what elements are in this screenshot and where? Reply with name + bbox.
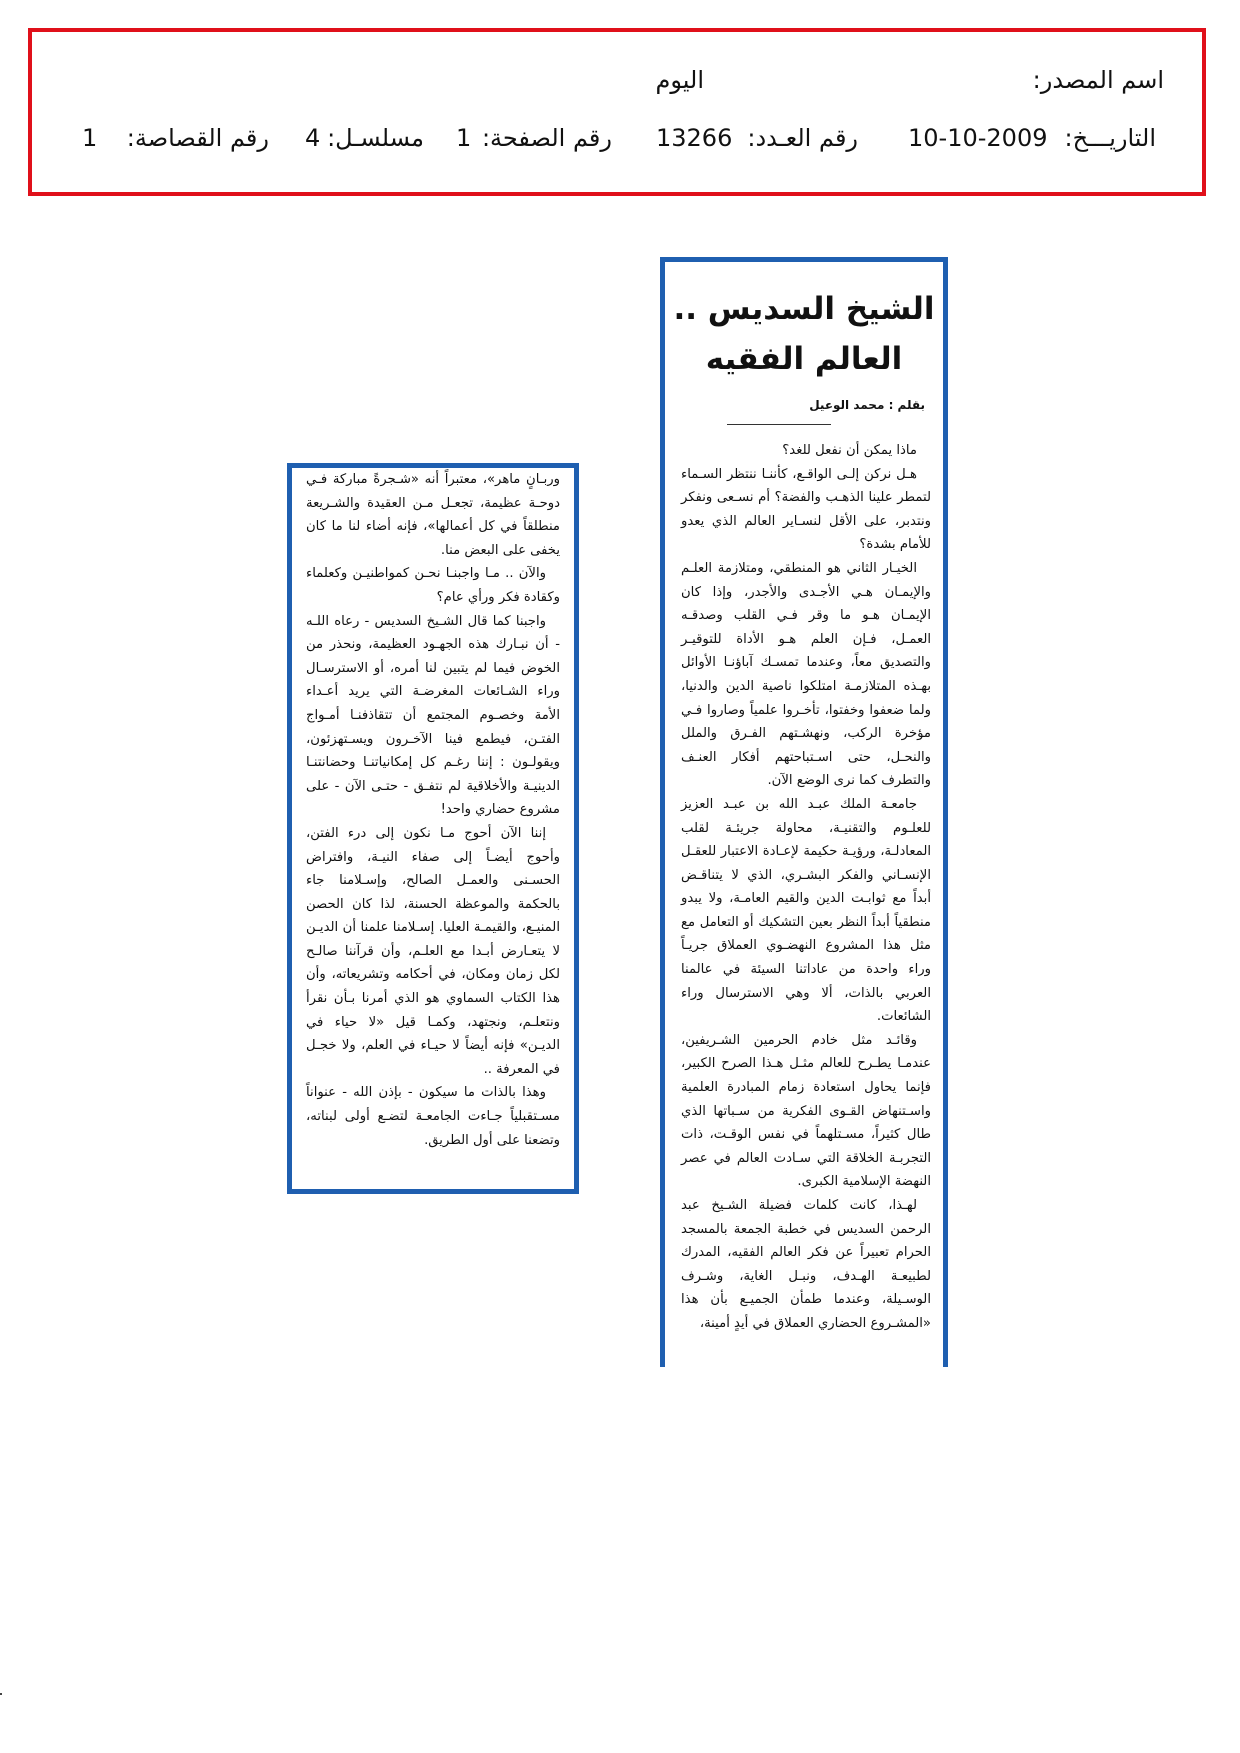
article-body-column-2: [306, 468, 560, 1152]
article-byline: بقلم : محمد الوعيل: [809, 398, 925, 412]
issue-number-value: 13266: [656, 124, 733, 152]
clipping-number-label: رقم القصاصة:: [126, 124, 269, 152]
source-label: اسم المصدر:: [1032, 66, 1164, 94]
article-title: [665, 284, 943, 384]
serial-label: مسلسـل:: [327, 124, 424, 152]
paragraph: والآن .. مـا واجبنـا نحـن كمواطنيـن وكعلماء وكقادة فكر ورأي عام؟: [306, 566, 560, 605]
paragraph: إننا الآن أحوج مـا نكون إلى درء الفتن، وأحوج أيضـاً إلى صفاء النيـة، وافتراض الحسـنى والعمـل الصالح، وإسـلامنا جاء بالحكمة والموعظة الحسنة، لذا كان الحصن المنيـع، والقيمـة العليا. إسـلامنا علمنا أن الديـن لا يتعـارض أبـدا مع العلـم، وأن قرآننا صالـح لكل زمان ومكان، في أحكامه وتشريعاته، وأن هذا الكتاب السماوي هو الذي أمرنا بـأن نقرأ ونتعلـم، ونجتهد، وكمـا قيل «لا حياء في الديـن» فإنه أيضاً لا حيـاء في العلم، ولا خجـل في المعرفة ..: [306, 825, 560, 1077]
issue-number-label: رقم العـدد:: [747, 124, 858, 152]
article-column-left: [287, 463, 579, 1194]
paragraph: جامعـة الملك عبـد الله بن عبـد العزيز للعلـوم والتقنيـة، محاولة جريئـة لقلب المعادلـة، ورؤيـة حكيمة لإعـادة الاعتبار للعقـل الإنسـاني والفكر البشـري، الذي لا يتناقـض أبداً مع ثوابـت الدين والقيم العامـة، ولا يبدو منطقياً أبداً النظر بعين التشكيك أو التعامل مع مثل هذا المشروع النهضـوي العملاق جريـاً وراء واحدة من عاداتنا السيئة في عالمنا العربي بالذات، ألا وهي الاسترسال وراء الشائعات.: [681, 796, 931, 1025]
page-number-label: رقم الصفحة:: [481, 124, 612, 152]
date-label: التاريـــخ:: [1064, 124, 1156, 152]
paragraph: الخيـار الثاني هو المنطقي، ومتلازمة العلـم والإيمـان هـي الأجـدى والأجدر، وإذا كان الإيمـان هـو ما وقر فـي القلب وصدقـه العمـل، فـإن العلم هـو الأداة للتوقيـر والتصديق معاً، وعندما تمسـك آباؤنـا الأوائل بهـذه المتلازمـة امتلكوا ناصية الدين والدنيا، ولما ضعفوا وخفتوا، تأخـروا علمياً وصاروا فـي مؤخرة الركب، ونهشـتهم الفـرق والملل والنحـل، حتى اسـتباحتهم أفكار العنـف والتطرف كما نرى الوضع الآن.: [681, 560, 931, 789]
article-body-column-1: [681, 439, 931, 1336]
paragraph: هـل نركن إلـى الواقـع، كأننـا ننتظر السـماء لتمطر علينا الذهـب والفضة؟ أم نسـعى ونفكر ونتدبر، على الأقل لنسـاير العالم الذي يعدو للأمام بشدة؟: [681, 466, 931, 553]
paragraph: وربـانٍ ماهر»، معتبراً أنه «شـجرةً مباركة فـي دوحـة عظيمة، تجعـل مـن العقيدة والشـريعة منطلقاً في كل أعمالها»، فإنه أضاء لنا ما كان يخفى على البعض منا.: [306, 472, 560, 558]
paragraph: ماذا يمكن أن نفعل للغد؟: [782, 443, 917, 458]
article-title-line-1: الشيخ السديس ..: [673, 291, 935, 327]
paragraph: وهذا بالذات ما سيكون - بإذن الله - عنواناً مسـتقبلياً جـاءت الجامعـة لتضـع أولى لبناته، وتضعنا على أول الطريق.: [306, 1085, 560, 1148]
article-column-right: [660, 257, 948, 1367]
scan-speck: [0, 1693, 2, 1695]
byline-divider: [727, 424, 831, 425]
page-number-value: 1: [456, 124, 472, 152]
paragraph: لهـذا، كانت كلمات فضيلة الشـيخ عبد الرحمن السديس في خطبة الجمعة بالمسجد الحرام تعبيراً عن فكر العالم الفقيه، المدرك لطبيعـة الهـدف، ونبـل الغاية، وشـرف الوسـيلة، وعندما طمأن الجميـع بأن هذا «المشـروع الحضاري العملاق في أيدٍ أمينة،: [681, 1198, 931, 1331]
clipping-info-header: [28, 28, 1206, 196]
date-value: 10-10-2009: [908, 124, 1048, 152]
clipping-number-value: 1: [82, 124, 98, 152]
paragraph: وقائـد مثل خادم الحرمين الشـريفين، عندمـا يطـرح للعالم مثـل هـذا الصرح الكبير، فإنما يحاول استعادة زمام المبادرة العلمية واسـتنهاض القـوى الفكرية من سـباتها الذي طال كثيراً، مسـتلهماً في نفس الوقـت، ذات التجربـة الخلاقة التي سـادت العالم في عصر النهضة الإسلامية الكبرى.: [681, 1032, 931, 1190]
source-value: اليوم: [655, 66, 704, 94]
serial-value: 4: [305, 124, 321, 152]
paragraph: واجبنا كما قال الشـيخ السديس - رعاه اللـه - أن نبـارك هذه الجهـود العظيمة، ونحذر من الخوض فيما لم يتبين لنا أمره، أو الاسترسـال وراء الشـائعات المغرضـة التي يريد أعـداء الأمة وخصـوم المجتمع أن تتقاذفنـا أمـواج الفتـن، فيطمع فينا الآخـرون ويسـتهزئون، ويقولـون : إننا رغـم كل إمكانياتنـا وحضانتنـا الدينيـة والأخلاقية لم نتفـق - حتـى الآن - على مشروع حضاري واحد!: [306, 613, 560, 818]
article-title-line-2: العالم الفقيه: [705, 341, 903, 377]
